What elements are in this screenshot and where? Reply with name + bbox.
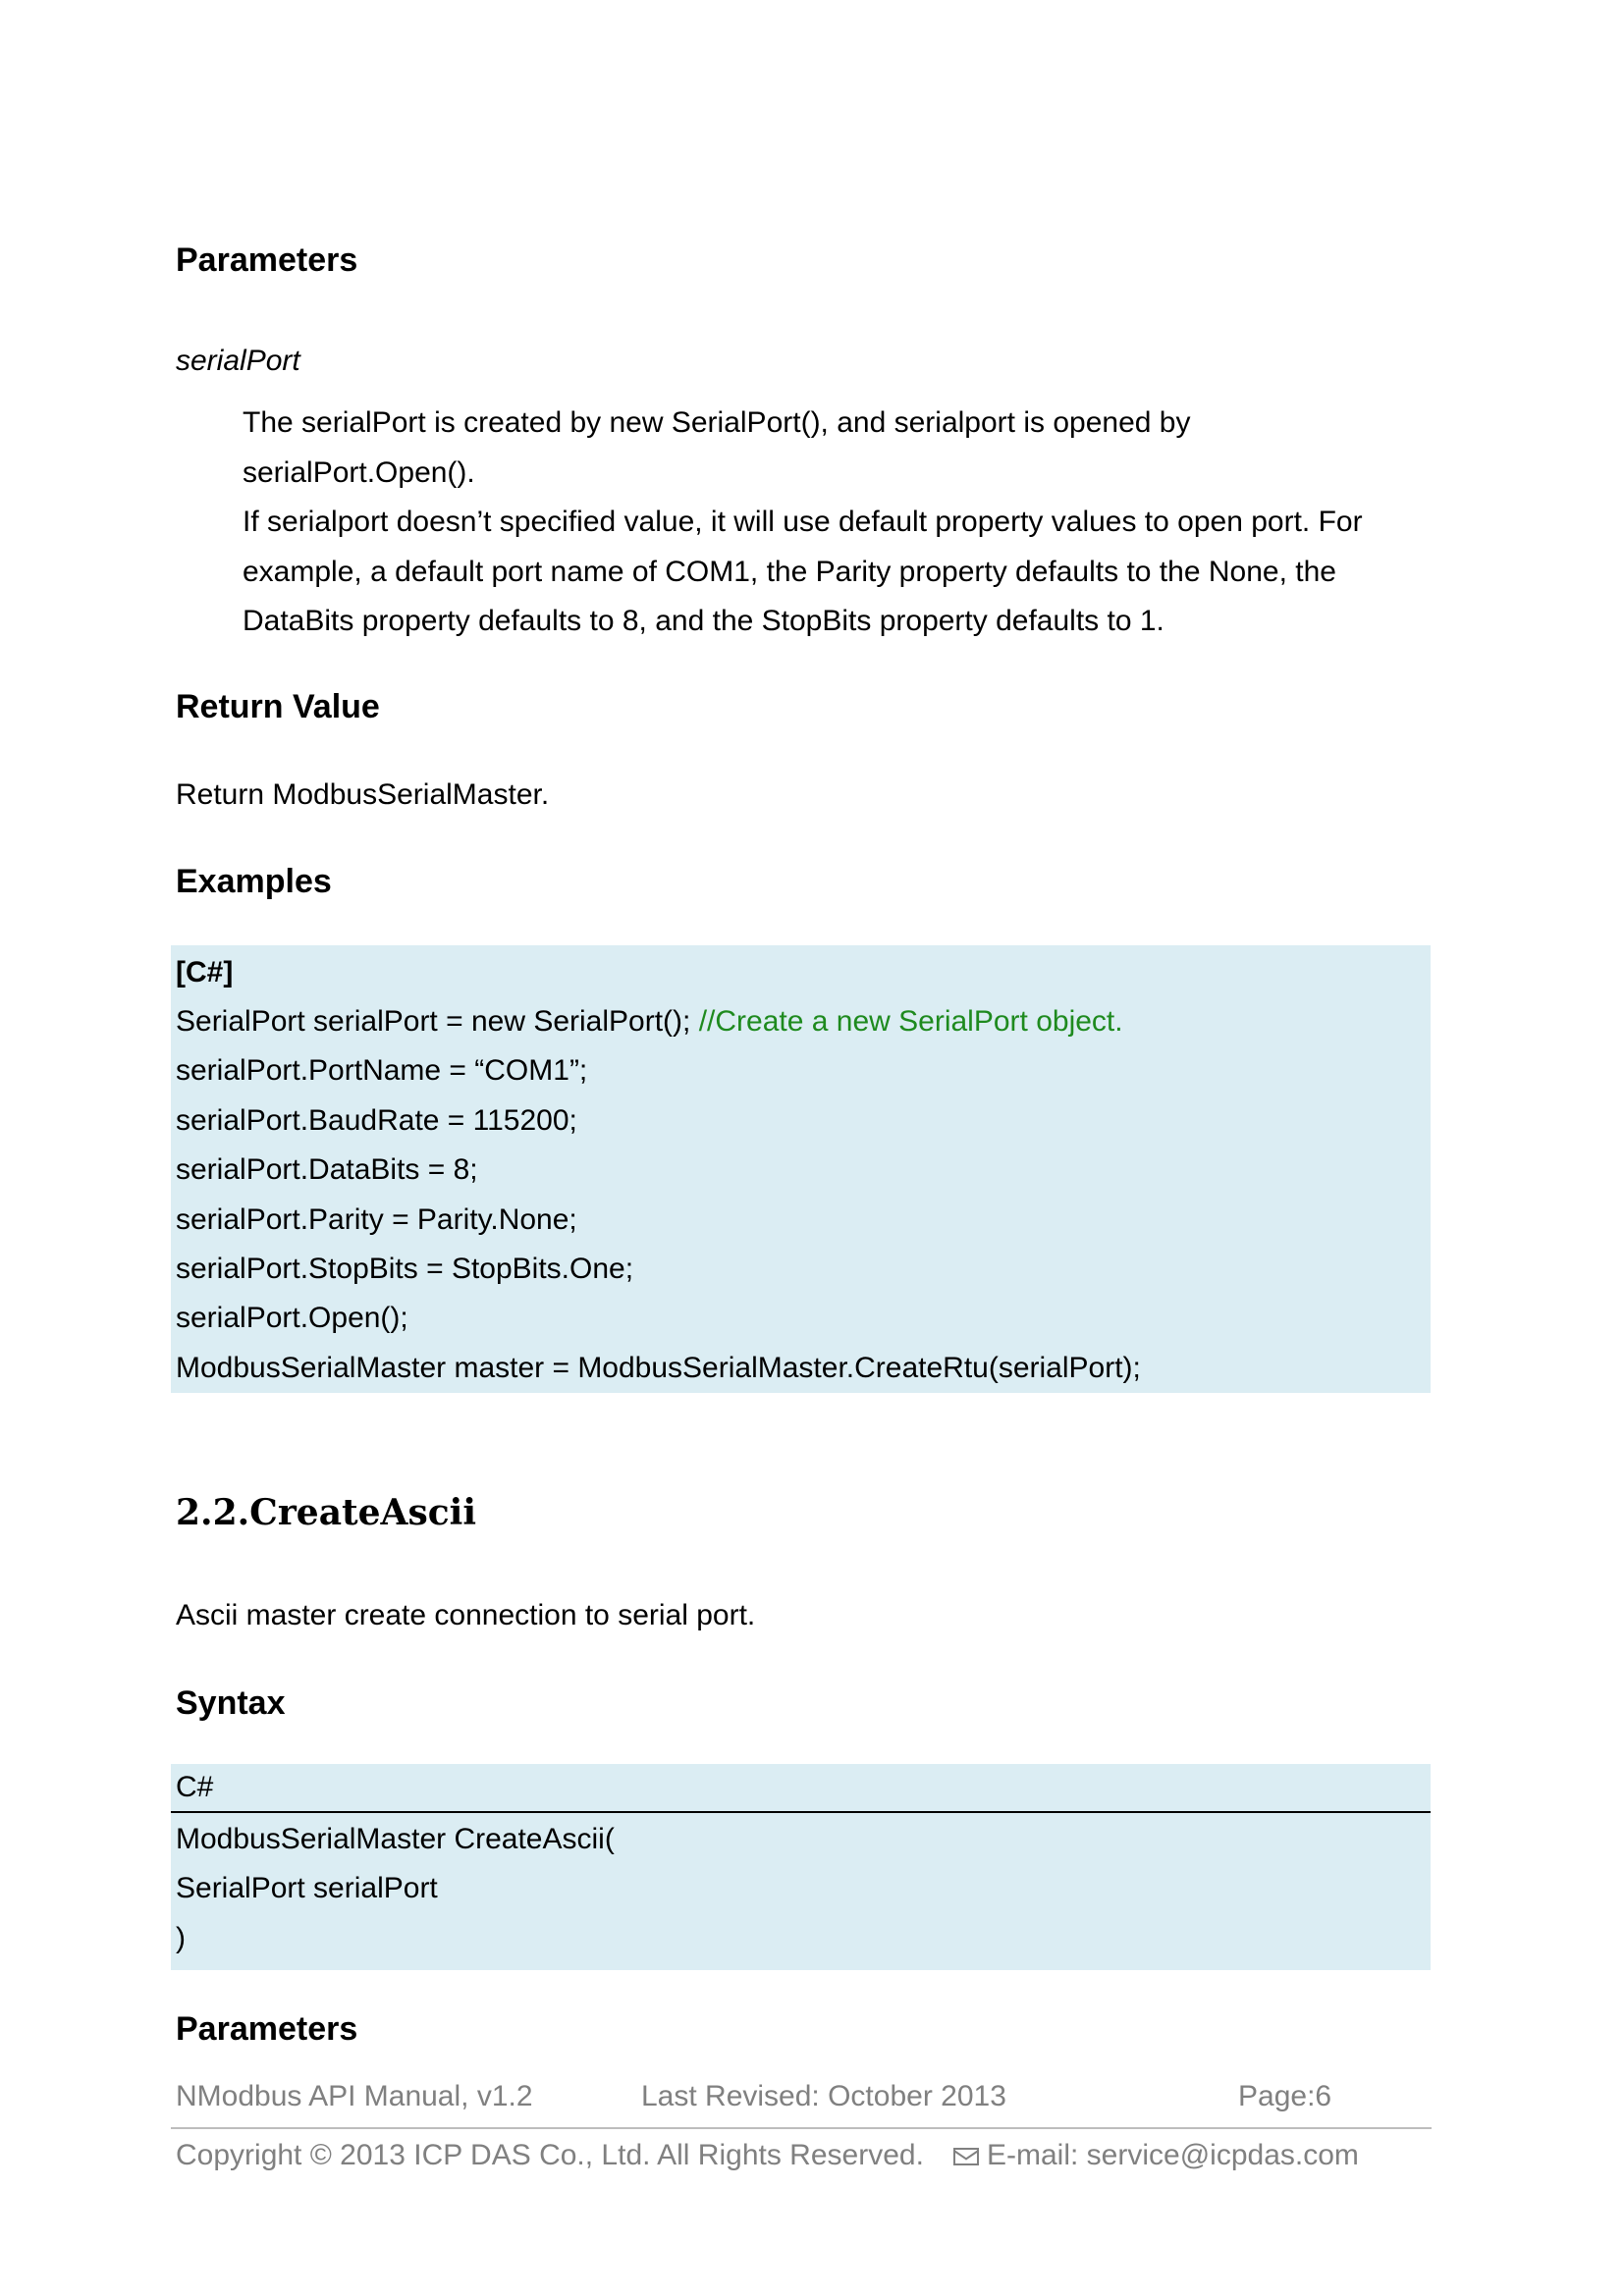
footer-revised: Last Revised: October 2013 — [641, 2080, 1006, 2112]
syntax-line: ModbusSerialMaster CreateAscii( — [176, 1823, 615, 1855]
examples-heading: Examples — [176, 863, 332, 900]
parameters-heading-2: Parameters — [176, 2010, 358, 2048]
code-line: serialPort.BaudRate = 115200; — [176, 1103, 577, 1137]
param-desc-para-1: The serialPort is created by new SerialPort(), and serialport is opened by serialPort.Open(). — [243, 406, 1191, 489]
syntax-language-label: C# — [171, 1764, 1431, 1813]
footer-divider — [171, 2127, 1432, 2129]
syntax-heading: Syntax — [176, 1684, 286, 1722]
footer-page: Page:6 — [1238, 2080, 1332, 2112]
mail-icon — [953, 2148, 979, 2165]
footer-email: E-mail: service@icpdas.com — [987, 2139, 1359, 2171]
footer-manual: NModbus API Manual, v1.2 — [176, 2080, 533, 2112]
code-line: serialPort.StopBits = StopBits.One; — [176, 1253, 634, 1286]
code-line — [171, 997, 1431, 1046]
param-desc-para-2: If serialport doesn’t specified value, it will use default property values to open port. For example, a default port name of COM1, the Parity property defaults to the None, the DataBits property defaults to 8, and the StopBits property defaults to 1. — [243, 506, 1363, 637]
create-ascii-heading: 2.2.CreateAscii — [176, 1492, 477, 1533]
footer-copyright: Copyright © 2013 ICP DAS Co., Ltd. All Rights Reserved. — [176, 2139, 924, 2171]
create-ascii-description: Ascii master create connection to serial port. — [176, 1599, 756, 1631]
code-comment: //Create a new SerialPort object. — [698, 1005, 1123, 1038]
return-value-heading: Return Value — [176, 688, 380, 725]
param-description — [243, 399, 1431, 647]
code-language-label: [C#] — [176, 956, 234, 988]
code-text: SerialPort serialPort = new SerialPort(); — [176, 1005, 699, 1038]
code-line: serialPort.DataBits = 8; — [176, 1153, 478, 1187]
syntax-code-block — [171, 1764, 1431, 1970]
code-line: ModbusSerialMaster master = ModbusSerialMaster.CreateRtu(serialPort); — [176, 1351, 1141, 1384]
return-value-text: Return ModbusSerialMaster. — [176, 778, 550, 811]
footer-email-group — [953, 2136, 1359, 2175]
code-line: serialPort.Parity = Parity.None; — [176, 1202, 577, 1236]
example-code-block — [171, 945, 1431, 1393]
code-line: serialPort.PortName = “COM1”; — [176, 1054, 588, 1088]
code-lines — [171, 997, 1431, 1393]
syntax-line: ) — [176, 1921, 186, 1954]
param-name: serialPort — [176, 345, 300, 377]
parameters-heading: Parameters — [176, 241, 358, 279]
code-line: serialPort.Open(); — [176, 1302, 408, 1335]
syntax-line: SerialPort serialPort — [176, 1872, 438, 1905]
